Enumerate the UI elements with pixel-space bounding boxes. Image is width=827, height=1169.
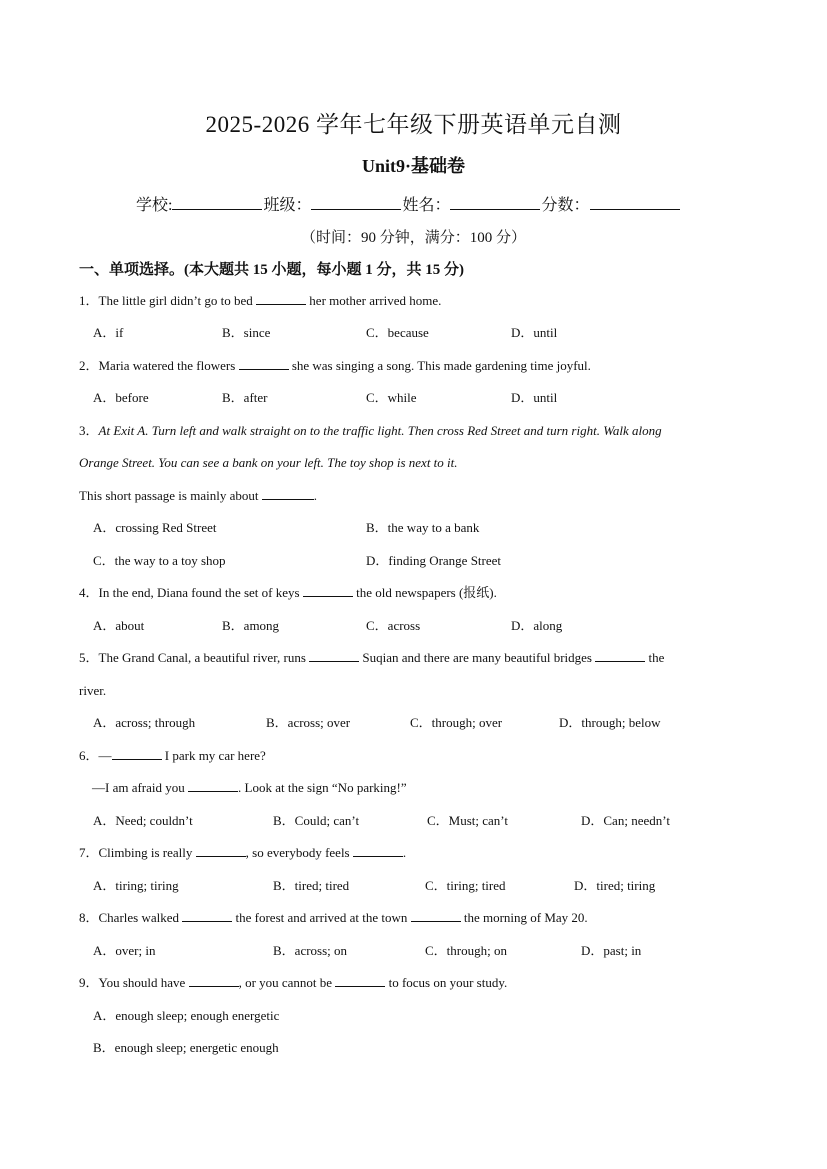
q9-blank-2 [335, 975, 385, 987]
q5-blank-1 [309, 650, 359, 662]
q3-option-d[interactable]: D．finding Orange Street [366, 553, 502, 568]
student-info-row [136, 192, 681, 215]
q3-stem-pre: This short passage is mainly about [79, 488, 262, 503]
question-5 [79, 650, 664, 666]
q9-blank-1 [189, 975, 239, 987]
q6-line2-pre: —I am afraid you [92, 780, 189, 795]
q5-stem-mid: Suqian and there are many beautiful bridges [359, 650, 596, 665]
q3-option-a[interactable]: A．crossing Red Street [93, 520, 217, 535]
q2-option-a[interactable]: A．before [93, 390, 149, 405]
q7-option-a[interactable]: A．tiring; tiring [93, 878, 179, 893]
q3-option-c[interactable]: C．the way to a toy shop [93, 553, 226, 568]
q1-option-b[interactable]: B．since [222, 325, 271, 340]
page-subtitle: Unit9·基础卷 [361, 156, 465, 176]
q1-option-c[interactable]: C．because [366, 325, 429, 340]
q9-option-a[interactable]: A．enough sleep; enough energetic [93, 1008, 280, 1023]
q4-option-a[interactable]: A．about [93, 618, 145, 633]
question-9 [79, 975, 507, 991]
q3-passage-line1: At Exit A. Turn left and walk straight on to the traffic light. Then cross Red Street and turn right. Walk along [98, 423, 662, 438]
q7-blank-2 [353, 845, 403, 857]
q5-option-c[interactable]: C．through; over [410, 715, 503, 730]
q7-stem-pre: 7．Climbing is really [79, 845, 196, 860]
q4-stem-pre: 4．In the end, Diana found the set of keys [79, 585, 303, 600]
q2-stem-pre: 2．Maria watered the flowers [79, 358, 239, 373]
q1-blank [256, 293, 306, 305]
school-blank[interactable] [172, 195, 262, 210]
class-label: 班级： [263, 197, 312, 214]
q6-option-c[interactable]: C．Must; can’t [427, 813, 509, 828]
name-label: 姓名： [402, 197, 451, 214]
q1-option-d[interactable]: D．until [511, 325, 558, 340]
q6-option-d[interactable]: D．Can; needn’t [581, 813, 670, 828]
question-1 [79, 293, 441, 309]
q7-option-c[interactable]: C．tiring; tired [425, 878, 506, 893]
q7-option-d[interactable]: D．tired; tiring [574, 878, 656, 893]
q6-blank-1 [112, 748, 162, 760]
q9-stem-post: to focus on your study. [385, 975, 508, 990]
q3-number: 3． [79, 423, 99, 438]
q8-stem-mid: the forest and arrived at the town [232, 910, 411, 925]
q5-stem-pre: 5．The Grand Canal, a beautiful river, runs [79, 650, 310, 665]
question-7 [79, 845, 406, 861]
q6-line2-post: . Look at the sign “No parking!” [238, 780, 407, 795]
question-6 [79, 748, 266, 764]
q8-option-b[interactable]: B．across; on [273, 943, 348, 958]
q3-stem [79, 488, 317, 504]
q1-option-a[interactable]: A．if [93, 325, 124, 340]
school-label: 学校: [136, 197, 173, 214]
q3-blank [262, 488, 314, 500]
q5-option-d[interactable]: D．through; below [559, 715, 661, 730]
page-title: 2025-2026 学年七年级下册英语单元自测 [205, 112, 622, 137]
score-label: 分数： [541, 197, 590, 214]
q5-stem-post: the [645, 650, 665, 665]
q8-blank-1 [182, 910, 232, 922]
q7-stem-post: . [402, 845, 407, 860]
q8-option-a[interactable]: A．over; in [93, 943, 156, 958]
q9-stem-pre: 9．You should have [79, 975, 189, 990]
q6-blank-2 [188, 780, 238, 792]
q6-option-a[interactable]: A．Need; couldn’t [93, 813, 193, 828]
question-3 [79, 423, 662, 439]
question-8 [79, 910, 588, 926]
q5-option-a[interactable]: A．across; through [93, 715, 196, 730]
q2-option-c[interactable]: C．while [366, 390, 417, 405]
q8-option-c[interactable]: C．through; on [425, 943, 507, 958]
q7-blank-1 [196, 845, 246, 857]
class-blank[interactable] [311, 195, 401, 210]
q9-option-b[interactable]: B．enough sleep; energetic enough [93, 1040, 279, 1055]
section-heading: 一、单项选择。(本大题共 15 小题，每小题 1 分，共 15 分) [79, 262, 464, 278]
q1-stem-post: her mother arrived home. [306, 293, 442, 308]
score-blank[interactable] [590, 195, 680, 210]
q2-blank [239, 358, 289, 370]
q8-stem-post: the morning of May 20. [460, 910, 588, 925]
q5-blank-2 [595, 650, 645, 662]
q6-option-b[interactable]: B．Could; can’t [273, 813, 360, 828]
q6-stem-pre: 6．— [79, 748, 112, 763]
q7-stem-mid: , so everybody feels [245, 845, 353, 860]
q4-option-b[interactable]: B．among [222, 618, 280, 633]
q2-stem-post: she was singing a song. This made gardening time joyful. [288, 358, 591, 373]
q3-stem-post: . [313, 488, 317, 503]
q1-stem-pre: 1．The little girl didn’t go to bed [79, 293, 257, 308]
q2-option-d[interactable]: D．until [511, 390, 558, 405]
q7-option-b[interactable]: B．tired; tired [273, 878, 350, 893]
q9-stem-mid: , or you cannot be [238, 975, 336, 990]
q4-option-d[interactable]: D．along [511, 618, 563, 633]
q3-passage-line2: Orange Street. You can see a bank on your left. The toy shop is next to it. [79, 455, 458, 470]
q2-option-b[interactable]: B．after [222, 390, 268, 405]
time-note: （时间：90 分钟，满分：100 分） [300, 230, 526, 246]
q4-stem-post: the old newspapers (报纸). [352, 585, 497, 600]
question-2 [79, 358, 591, 374]
q4-option-c[interactable]: C．across [366, 618, 421, 633]
q5-option-b[interactable]: B．across; over [266, 715, 351, 730]
q8-blank-2 [411, 910, 461, 922]
q8-stem-pre: 8．Charles walked [79, 910, 183, 925]
name-blank[interactable] [450, 195, 540, 210]
q6-stem-post: I park my car here? [161, 748, 266, 763]
q5-stem-cont: river. [79, 683, 107, 698]
q8-option-d[interactable]: D．past; in [581, 943, 642, 958]
question-4 [79, 585, 497, 601]
q3-option-b[interactable]: B．the way to a bank [366, 520, 480, 535]
q6-line2 [92, 780, 407, 796]
q4-blank [303, 585, 353, 597]
